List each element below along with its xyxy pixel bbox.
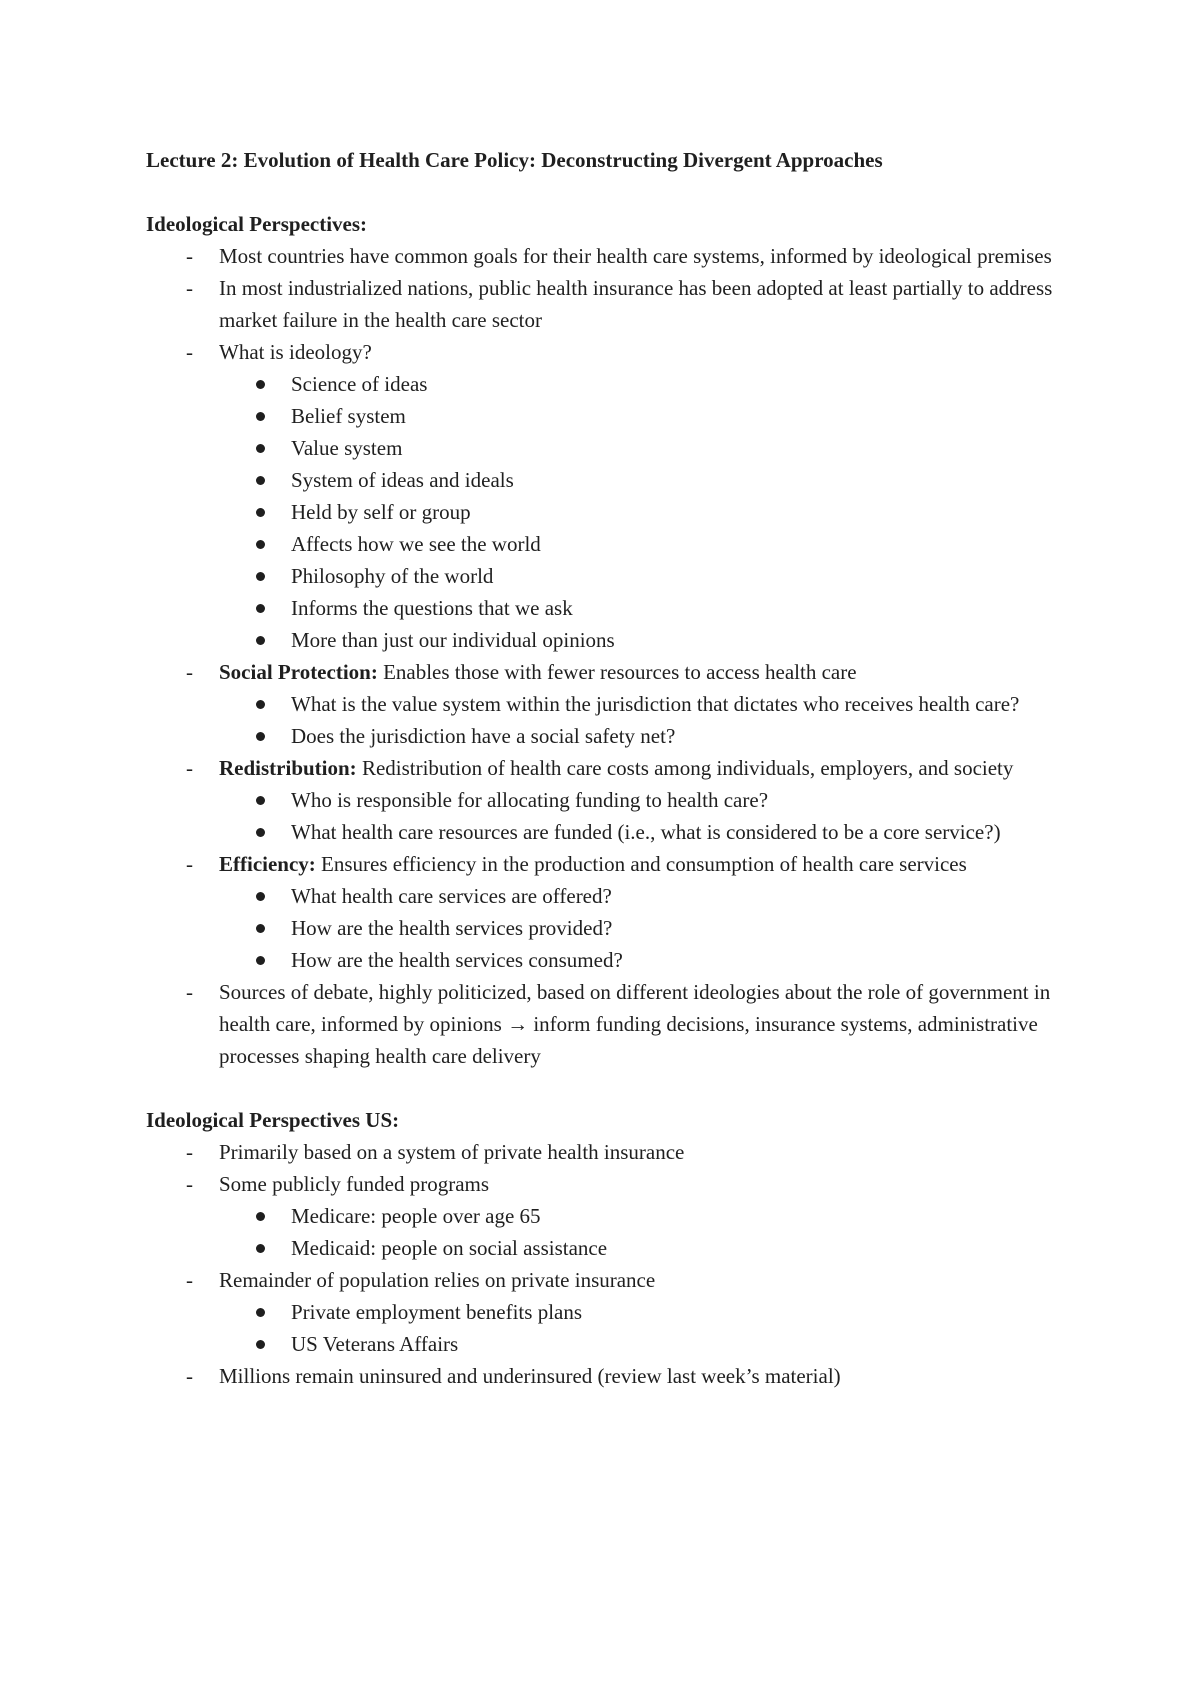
list-item	[146, 1168, 1066, 1264]
dash-marker: -	[186, 980, 193, 1004]
bullet-item	[218, 592, 1066, 624]
bullet-item-text: Affects how we see the world	[291, 532, 541, 556]
bullet-dot-icon	[256, 732, 265, 741]
dash-list	[146, 240, 1066, 1072]
bullet-item-text: System of ideas and ideals	[291, 468, 514, 492]
bullet-item-text: Belief system	[291, 404, 406, 428]
list-item-body: Enables those with fewer resources to access health care	[377, 660, 857, 684]
bullet-dot-icon	[256, 1308, 265, 1317]
list-item	[146, 240, 1066, 272]
dash-marker: -	[186, 660, 193, 684]
list-item	[146, 976, 1066, 1072]
dash-list	[146, 1136, 1066, 1392]
bullet-item-text: More than just our individual opinions	[291, 628, 615, 652]
list-item-body: Primarily based on a system of private health insurance	[219, 1140, 685, 1164]
list-item	[146, 1360, 1066, 1392]
bullet-item-text: Medicaid: people on social assistance	[291, 1236, 608, 1260]
bullet-dot-icon	[256, 540, 265, 549]
list-item-text	[219, 276, 1052, 332]
bullet-item	[218, 1328, 1066, 1360]
bullet-item	[218, 880, 1066, 912]
bullet-list	[219, 688, 1066, 752]
bullet-list	[219, 880, 1066, 976]
bullet-dot-icon	[256, 508, 265, 517]
list-item-body: What is ideology?	[219, 340, 372, 364]
bullet-item	[218, 784, 1066, 816]
bullet-item-text: US Veterans Affairs	[291, 1332, 459, 1356]
bullet-dot-icon	[256, 572, 265, 581]
document-content	[146, 144, 1066, 1392]
bullet-item	[218, 944, 1066, 976]
bullet-item	[218, 528, 1066, 560]
list-item-text	[219, 980, 1050, 1068]
list-item-body: Redistribution of health care costs among individuals, employers, and society	[356, 756, 1014, 780]
bullet-dot-icon	[256, 604, 265, 613]
bullet-item	[218, 1296, 1066, 1328]
list-item-text	[219, 340, 372, 364]
bullet-item-text: Medicare: people over age 65	[291, 1204, 541, 1228]
bullet-dot-icon	[256, 380, 265, 389]
list-item-text	[219, 1172, 489, 1196]
dash-marker: -	[186, 1364, 193, 1388]
bullet-dot-icon	[256, 700, 265, 709]
list-item-body: Ensures efficiency in the production and consumption of health care services	[315, 852, 967, 876]
list-item	[146, 1264, 1066, 1360]
list-item	[146, 848, 1066, 976]
bullet-item-text: How are the health services provided?	[291, 916, 613, 940]
bullet-list	[219, 1200, 1066, 1264]
list-item	[146, 656, 1066, 752]
list-item-text	[219, 244, 1052, 268]
bullet-item-text: What health care services are offered?	[291, 884, 612, 908]
list-item-text	[219, 1364, 841, 1388]
bullet-item	[218, 464, 1066, 496]
bullet-item-text: What health care resources are funded (i.e., what is considered to be a core service?)	[291, 820, 1001, 844]
bullet-item-text: Philosophy of the world	[291, 564, 494, 588]
bullet-item-text: Science of ideas	[291, 372, 428, 396]
dash-marker: -	[186, 1140, 193, 1164]
dash-marker: -	[186, 340, 193, 364]
list-item	[146, 1136, 1066, 1168]
list-item-text	[219, 1268, 655, 1292]
list-item	[146, 336, 1066, 656]
bullet-dot-icon	[256, 636, 265, 645]
list-item-term: Efficiency:	[219, 852, 316, 876]
dash-marker: -	[186, 276, 193, 300]
bullet-item	[218, 1232, 1066, 1264]
section	[146, 208, 1066, 1072]
bullet-dot-icon	[256, 444, 265, 453]
bullet-item	[218, 432, 1066, 464]
bullet-item-text: How are the health services consumed?	[291, 948, 623, 972]
bullet-item-text: Informs the questions that we ask	[291, 596, 573, 620]
section-heading: Ideological Perspectives:	[146, 212, 368, 236]
bullet-dot-icon	[256, 892, 265, 901]
bullet-dot-icon	[256, 412, 265, 421]
dash-marker: -	[186, 756, 193, 780]
sections-container	[146, 208, 1066, 1392]
bullet-item-text: Held by self or group	[291, 500, 471, 524]
bullet-item-text: Who is responsible for allocating funding to health care?	[291, 788, 769, 812]
bullet-dot-icon	[256, 1244, 265, 1253]
dash-marker: -	[186, 852, 193, 876]
bullet-item-text: What is the value system within the jurisdiction that dictates who receives health care?	[291, 692, 1020, 716]
bullet-dot-icon	[256, 476, 265, 485]
bullet-dot-icon	[256, 828, 265, 837]
bullet-item	[218, 720, 1066, 752]
bullet-item	[218, 400, 1066, 432]
list-item-body: Sources of debate, highly politicized, based on different ideologies about the role of government in health care, informed by opinions → inform funding decisions, insurance systems, administrative processes shaping health care delivery	[219, 980, 1051, 1068]
bullet-list	[219, 1296, 1066, 1360]
bullet-item	[218, 624, 1066, 656]
bullet-item-text: Does the jurisdiction have a social safety net?	[291, 724, 676, 748]
list-item-text	[219, 756, 1013, 780]
bullet-item-text: Value system	[291, 436, 403, 460]
bullet-item	[218, 1200, 1066, 1232]
list-item	[146, 272, 1066, 336]
list-item-term: Redistribution:	[219, 756, 357, 780]
bullet-dot-icon	[256, 1212, 265, 1221]
section	[146, 1104, 1066, 1392]
dash-marker: -	[186, 244, 193, 268]
bullet-dot-icon	[256, 956, 265, 965]
list-item	[146, 752, 1066, 848]
bullet-list	[219, 368, 1066, 656]
bullet-item	[218, 368, 1066, 400]
bullet-dot-icon	[256, 1340, 265, 1349]
bullet-list	[219, 784, 1066, 848]
bullet-item	[218, 560, 1066, 592]
bullet-item-text: Private employment benefits plans	[291, 1300, 583, 1324]
list-item-body: Millions remain uninsured and underinsured (review last week’s material)	[219, 1364, 841, 1388]
bullet-item	[218, 912, 1066, 944]
list-item-term: Social Protection:	[219, 660, 378, 684]
dash-marker: -	[186, 1268, 193, 1292]
document-title: Lecture 2: Evolution of Health Care Policy: Deconstructing Divergent Approaches	[146, 148, 883, 172]
list-item-text	[219, 1140, 684, 1164]
list-item-text	[219, 660, 857, 684]
dash-marker: -	[186, 1172, 193, 1196]
list-item-body: Remainder of population relies on private insurance	[219, 1268, 656, 1292]
list-item-body: In most industrialized nations, public health insurance has been adopted at least partially to address market failure in the health care sector	[219, 276, 1053, 332]
bullet-item	[218, 496, 1066, 528]
section-heading: Ideological Perspectives US:	[146, 1108, 400, 1132]
bullet-dot-icon	[256, 796, 265, 805]
bullet-item	[218, 816, 1066, 848]
list-item-body: Most countries have common goals for their health care systems, informed by ideological premises	[219, 244, 1052, 268]
bullet-item	[218, 688, 1066, 720]
list-item-body: Some publicly funded programs	[219, 1172, 490, 1196]
bullet-dot-icon	[256, 924, 265, 933]
list-item-text	[219, 852, 967, 876]
